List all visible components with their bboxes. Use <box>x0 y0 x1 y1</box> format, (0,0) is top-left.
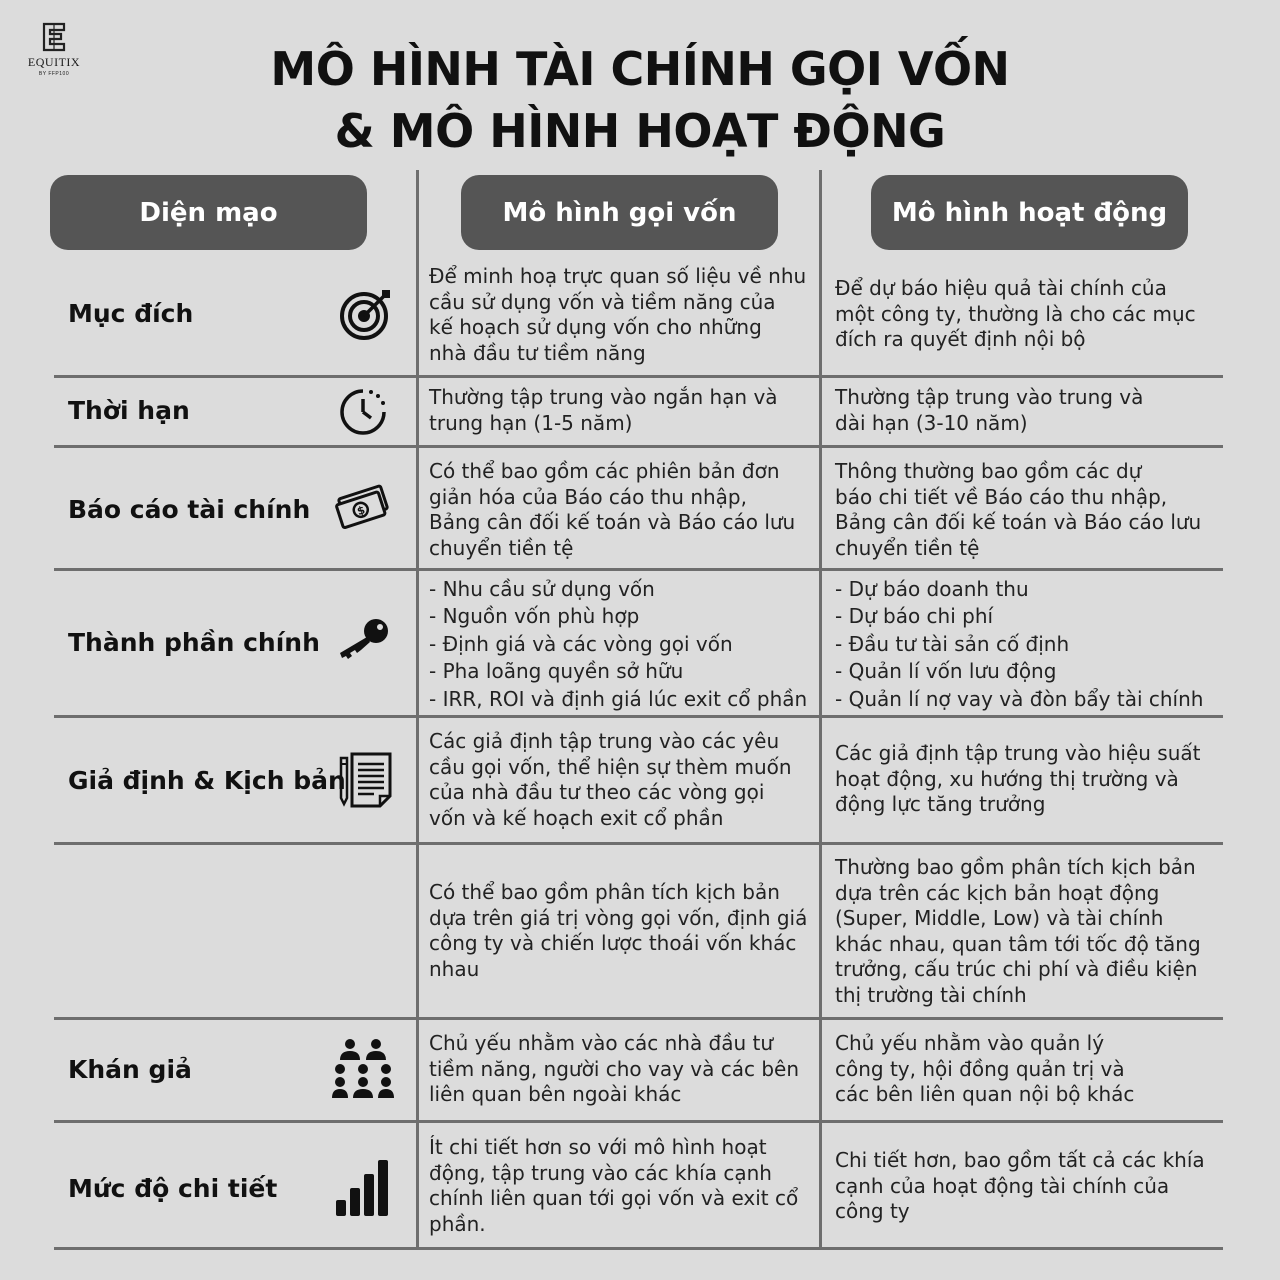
cell-horizon-fundraising: Thường tập trung vào ngắn hạn và trung hạn (1-5 năm) <box>429 385 778 435</box>
cell-purpose-fundraising: Để minh hoạ trực quan số liệu về nhu cầu sử dụng vốn và tiềm năng của kế hoạch sử dụng vốn cho những nhà đầu tư tiềm năng <box>429 264 807 365</box>
header-operating-model: Mô hình hoạt động <box>871 175 1188 250</box>
row-label-assumptions: Giả định & Kịch bản <box>68 766 346 795</box>
row-divider <box>54 1120 1223 1123</box>
row-label-components: Thành phần chính <box>68 628 320 657</box>
column-divider <box>416 170 419 1250</box>
header-fundraising-model: Mô hình gọi vốn <box>461 175 778 250</box>
row-divider <box>54 445 1223 448</box>
cell-components-operating: - Dự báo doanh thu - Dự báo chi phí - Đầu tư tài sản cố định - Quản lí vốn lưu động - Quản lí nợ vay và đòn bẩy tài chính <box>835 577 1204 711</box>
cell-scenarios-fundraising: Có thể bao gồm phân tích kịch bản dựa trên giá trị vòng gọi vốn, định giá công ty và chiến lược thoái vốn khác nhau <box>429 880 808 981</box>
bar-chart-icon <box>334 1158 392 1216</box>
cell-detail-operating: Chi tiết hơn, bao gồm tất cả các khía cạnh của hoạt động tài chính của công ty <box>835 1148 1205 1224</box>
people-icon <box>332 1038 394 1098</box>
cell-audience-operating: Chủ yếu nhằm vào quản lý công ty, hội đồng quản trị và các bên liên quan nội bộ khác <box>835 1031 1135 1107</box>
row-label-purpose: Mục đích <box>68 299 194 328</box>
title-line-2: & MÔ HÌNH HOẠT ĐỘNG <box>334 104 946 158</box>
page-title <box>0 38 1280 162</box>
key-icon <box>336 617 390 661</box>
cell-statements-fundraising: Có thể bao gồm các phiên bản đơn giản hóa của Báo cáo thu nhập, Bảng cân đối kế toán và Báo cáo lưu chuyển tiền tệ <box>429 459 796 560</box>
clock-icon <box>338 387 388 437</box>
row-divider <box>54 1247 1223 1250</box>
money-icon <box>334 482 392 532</box>
row-label-audience: Khán giả <box>68 1055 192 1084</box>
cell-audience-fundraising: Chủ yếu nhằm vào các nhà đầu tư tiềm năng, người cho vay và các bên liên quan bên ngoài khác <box>429 1031 800 1107</box>
svg-text:$: $ <box>355 503 367 519</box>
document-icon <box>338 752 394 808</box>
cell-detail-fundraising: Ít chi tiết hơn so với mô hình hoạt động, tập trung vào các khía cạnh chính liên quan tới gọi vốn và exit cổ phần. <box>429 1135 799 1236</box>
cell-assumptions-fundraising: Các giả định tập trung vào các yêu cầu gọi vốn, thể hiện sự thèm muốn của nhà đầu tư theo các vòng gọi vốn và kế hoạch exit cổ phần <box>429 729 792 830</box>
header-aspect: Diện mạo <box>50 175 367 250</box>
row-divider <box>54 1017 1223 1020</box>
cell-purpose-operating: Để dự báo hiệu quả tài chính của một công ty, thường là cho các mục đích ra quyết định nội bộ <box>835 276 1196 352</box>
logo-brand: EQUITIX <box>27 55 81 69</box>
column-divider <box>819 170 822 1250</box>
row-divider <box>54 842 1223 845</box>
row-divider <box>54 715 1223 718</box>
title-line-1: MÔ HÌNH TÀI CHÍNH GỌI VỐN <box>270 42 1010 96</box>
cell-horizon-operating: Thường tập trung vào trung và dài hạn (3-10 năm) <box>835 385 1144 435</box>
row-divider <box>54 568 1223 571</box>
row-label-detail: Mức độ chi tiết <box>68 1174 278 1203</box>
target-icon <box>338 286 394 342</box>
row-label-horizon: Thời hạn <box>68 396 190 425</box>
cell-components-fundraising: - Nhu cầu sử dụng vốn - Nguồn vốn phù hợp - Định giá và các vòng gọi vốn - Pha loãng quyền sở hữu - IRR, ROI và định giá lúc exit cổ phần <box>429 577 808 711</box>
logo-sub: BY FFP100 <box>38 71 70 77</box>
row-divider <box>54 375 1223 378</box>
row-label-statements: Báo cáo tài chính <box>68 495 311 524</box>
cell-statements-operating: Thông thường bao gồm các dự báo chi tiết về Báo cáo thu nhập, Bảng cân đối kế toán và Báo cáo lưu chuyển tiền tệ <box>835 459 1202 560</box>
cell-assumptions-operating: Các giả định tập trung vào hiệu suất hoạt động, xu hướng thị trường và động lực tăng trưởng <box>835 741 1201 817</box>
cell-scenarios-operating: Thường bao gồm phân tích kịch bản dựa trên các kịch bản hoạt động (Super, Middle, Low) và tài chính khác nhau, quan tâm tới tốc độ tăng trưởng, cấu trúc chi phí và điều kiện thị trường tài chính <box>835 855 1201 1007</box>
